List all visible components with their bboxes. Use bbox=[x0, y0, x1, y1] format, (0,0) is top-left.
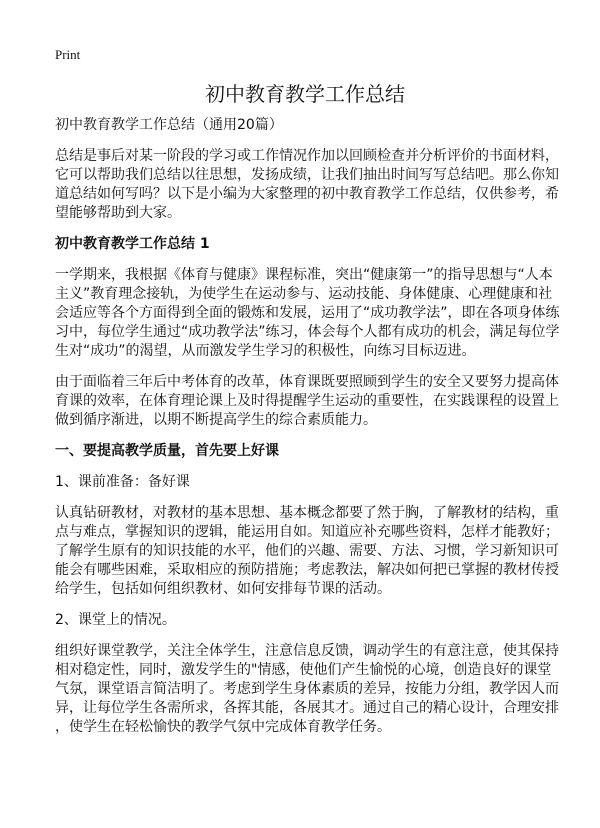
paragraph-1 bbox=[55, 266, 560, 361]
intro-paragraph bbox=[55, 147, 559, 223]
text-line: 主义”教育理念接轨，为使学生在运动参与、运动技能、身体健康、心理健康和社 bbox=[55, 286, 553, 302]
text-line: 由于面临着三年后中考体育的改革，体育课既要照顾到学生的安全又要努力提高体 bbox=[55, 374, 559, 390]
item-2-heading: 2、课堂上的情况。 bbox=[55, 612, 176, 628]
text-line: 做到循序渐进，以期不断提高学生的综合素质能力。 bbox=[55, 412, 377, 428]
paragraph-3 bbox=[55, 504, 559, 599]
text-line: 点与难点，掌握知识的逻辑，能运用自如。知道应补充哪些资料，怎样才能教好； bbox=[55, 524, 559, 540]
text-line: 它可以帮助我们总结以往思想，发扬成绩，让我们抽出时间写写总结吧。那么你知 bbox=[55, 167, 559, 183]
subtitle: 初中教育教学工作总结（通用20篇） bbox=[55, 117, 283, 133]
paragraph-2 bbox=[55, 373, 559, 430]
document bbox=[55, 46, 560, 737]
text-line: 育课的效率，在体育理论课上及时得提醒学生运动的重要性，在实践课程的设置上 bbox=[55, 393, 559, 409]
text-line: 相对稳定性，同时，激发学生的"情感，使他们产生愉悦的心境，创造良好的课堂 bbox=[55, 662, 552, 678]
text-line: 了解学生原有的知识技能的水平，他们的兴趣、需要、方法、习惯，学习新知识可 bbox=[55, 543, 559, 559]
paragraph-4 bbox=[55, 642, 559, 737]
text-line: ，使学生在轻松愉快的教学气氛中完成体育教学任务。 bbox=[55, 719, 391, 735]
text-line: 会适应等各个方面得到全面的锻炼和发展，运用了“成功教学法”，即在各项身体练 bbox=[55, 305, 560, 321]
section-heading: 初中教育教学工作总结 1 bbox=[55, 236, 210, 252]
text-line: 给学生，包括如何组织教材、如何安排每节课的活动。 bbox=[55, 581, 391, 597]
item-1-heading: 1、课前准备：备好课 bbox=[55, 474, 190, 490]
print-link[interactable]: Print bbox=[55, 47, 81, 62]
subsection-heading: 一、要提高教学质量，首先要上好课 bbox=[55, 443, 279, 459]
text-line: 认真钻研教材，对教材的基本思想、基本概念都要了然于胸，了解教材的结构，重 bbox=[55, 505, 559, 521]
text-line: 组织好课堂教学，关注全体学生，注意信息反馈，调动学生的有意注意，使其保持 bbox=[55, 643, 559, 659]
text-line: 习中，每位学生通过“成功教学法”练习，体会每个人都有成功的机会，满足每位学 bbox=[55, 324, 560, 340]
text-line: 总结是事后对某一阶段的学习或工作情况作加以回顾检查并分析评价的书面材料， bbox=[55, 148, 559, 164]
text-line: 生对“成功”的渴望，从而激发学生学习的积极性，向练习目标迈进。 bbox=[55, 343, 476, 359]
text-line: 道总结如何写吗？以下是小编为大家整理的初中教育教学工作总结，仅供参考，希 bbox=[55, 186, 559, 202]
text-line: 异，让每位学生各需所求，各挥其能，各展其才。通过自己的精心设计，合理安排 bbox=[55, 700, 559, 716]
text-line: 能会有哪些困难，采取相应的预防措施；考虑教法，解决如何把已掌握的教材传授 bbox=[55, 562, 559, 578]
page-title: 初中教育教学工作总结 bbox=[205, 82, 405, 106]
text-line: 气氛，课堂语言简洁明了。考虑到学生身体素质的差异，按能力分组，教学因人而 bbox=[55, 681, 559, 697]
text-line: 望能够帮助到大家。 bbox=[55, 205, 181, 221]
text-line: 一学期来，我根据《体育与健康》课程标准，突出“健康第一”的指导思想与“人本 bbox=[55, 267, 553, 283]
